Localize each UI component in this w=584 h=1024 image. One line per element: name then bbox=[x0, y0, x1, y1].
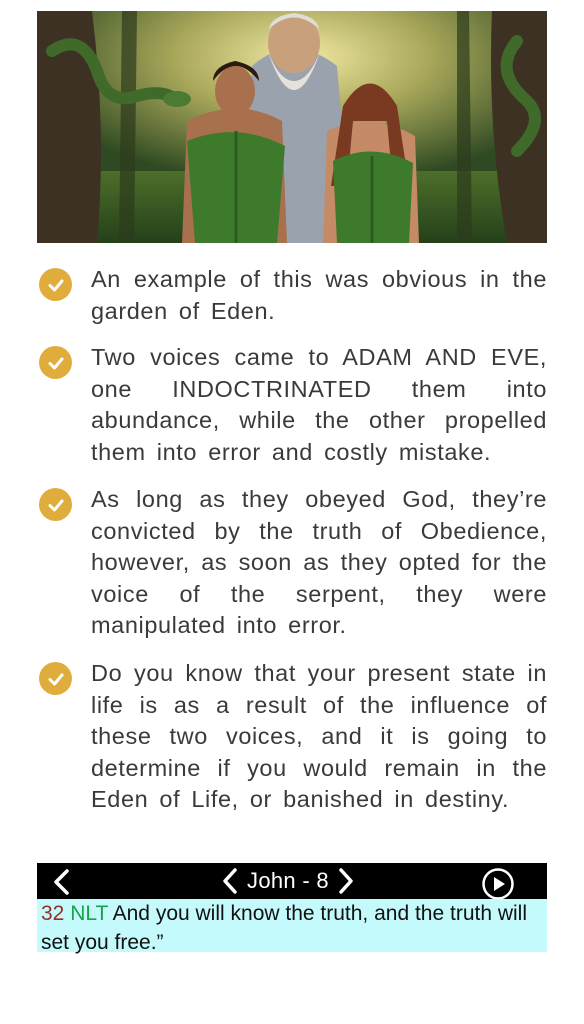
verse-banner[interactable] bbox=[37, 899, 547, 952]
chapter-label[interactable]: John - 8 bbox=[247, 868, 329, 893]
verse-text: And you will know the truth, and the truth will set you free.” bbox=[41, 902, 528, 954]
check-circle-icon bbox=[39, 346, 72, 379]
check-circle-icon bbox=[39, 662, 72, 695]
check-circle-icon bbox=[39, 488, 72, 521]
adam-eve-illustration-icon bbox=[37, 11, 547, 243]
bullet-points-list bbox=[37, 264, 547, 816]
bible-version: NLT bbox=[70, 902, 108, 925]
prev-chapter-icon[interactable] bbox=[221, 867, 239, 895]
bible-nav-bar bbox=[37, 863, 547, 899]
next-chapter-icon[interactable] bbox=[337, 867, 355, 895]
point-text: An example of this was obvious in the garden of Eden. bbox=[91, 266, 547, 324]
chapter-navigator bbox=[213, 863, 363, 899]
point-text: Two voices came to ADAM AND EVE, one INDOCTRINATED them into abundance, while the other propelled them into error and costly mistake. bbox=[91, 344, 547, 465]
list-item bbox=[37, 264, 547, 342]
list-item bbox=[37, 484, 547, 658]
play-circle-icon[interactable] bbox=[481, 867, 515, 901]
list-item bbox=[37, 658, 547, 816]
point-text: As long as they obeyed God, they’re convicted by the truth of Obedience, however, as soon as they opted for the voice of the serpent, they were manipulated into error. bbox=[91, 486, 547, 638]
check-circle-icon bbox=[39, 268, 72, 301]
hero-illustration bbox=[37, 11, 547, 243]
back-chevron-icon[interactable] bbox=[51, 868, 73, 896]
verse-number: 32 bbox=[41, 902, 65, 925]
list-item bbox=[37, 342, 547, 484]
point-text: Do you know that your present state in life is as a result of the influence of these two voices, and it is going to determine if you would remain in the Eden of Life, or banished in destiny. bbox=[91, 660, 547, 812]
